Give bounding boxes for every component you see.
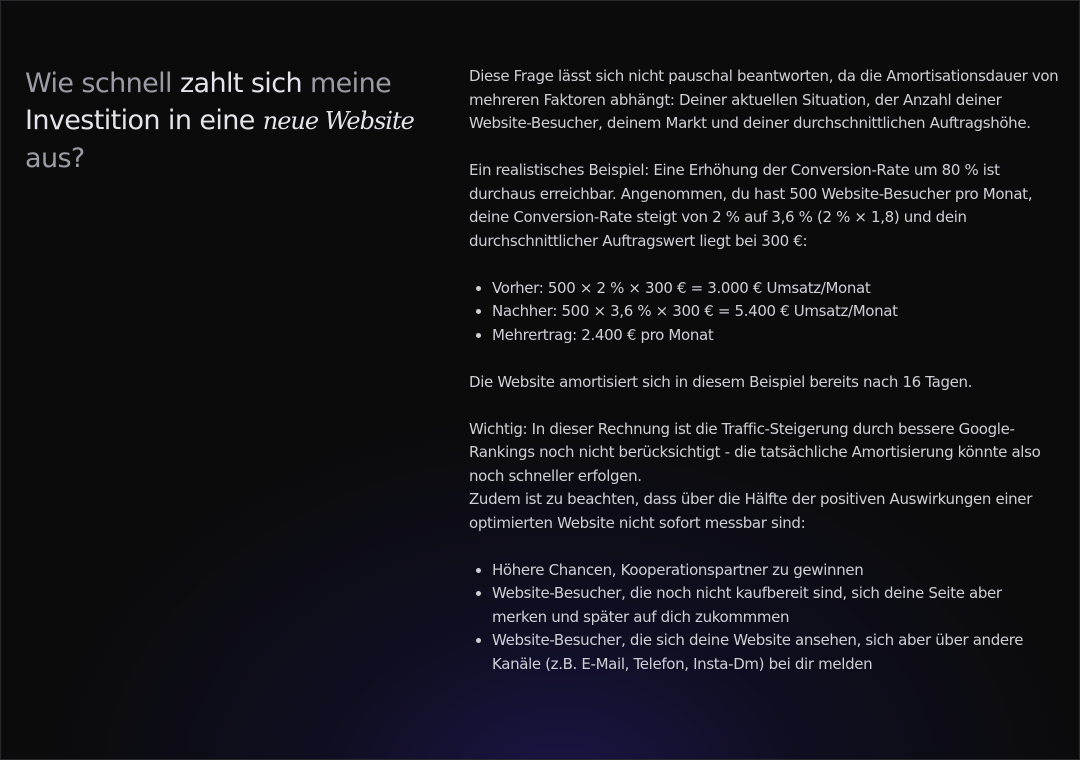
calculation-list <box>469 277 1059 348</box>
heading-part-1: Wie schnell <box>25 68 180 99</box>
heading-highlight-1: zahlt sich <box>179 68 302 99</box>
heading-highlight-2: Investition <box>25 105 160 136</box>
list-item: • Höhere Chancen, Kooperationspartner zu gewinnen <box>492 559 1059 583</box>
answer-example: Ein realistisches Beispiel: Eine Erhöhung der Conversion-Rate um 80 % ist durchaus erreichbar. Angenommen, du hast 500 Website-Besucher pro Monat, deine Conversion-Rate steigt von 2 % auf 3,6 % (2 % × 1,8) und dein durchschnittlicher Auftragswert liegt bei 300 €: <box>469 161 1033 250</box>
list-item: • Vorher: 500 × 2 % × 300 € = 3.000 € Umsatz/Monat <box>492 277 1059 301</box>
list-item: • Nachher: 500 × 3,6 % × 300 € = 5.400 € Umsatz/Monat <box>492 300 1059 324</box>
answer-amortization: Die Website amortisiert sich in diesem Beispiel bereits nach 16 Tagen. <box>469 372 973 391</box>
faq-answer <box>469 65 1059 700</box>
heading-part-6: aus? <box>25 143 85 174</box>
list-item: • Website-Besucher, die noch nicht kaufbereit sind, sich deine Seite aber merken und später auf dich zukommmen <box>492 582 1059 629</box>
list-item: • Website-Besucher, die sich deine Website ansehen, sich aber über andere Kanäle (z.B. E-Mail, Telefon, Insta-Dm) bei dir melden <box>492 629 1059 676</box>
answer-important: Wichtig: In dieser Rechnung ist die Traffic-Steigerung durch bessere Google-Rankings noch nicht berücksichtigt - die tatsächliche Amortisierung könnte also noch schneller erfolgen. <box>469 419 1041 485</box>
list-item: • Mehrertrag: 2.400 € pro Monat <box>492 324 1059 348</box>
faq-question-heading <box>25 65 455 177</box>
answer-intro: Diese Frage lässt sich nicht pauschal beantworten, da die Amortisationsdauer von mehreren Faktoren abhängt: Deiner aktuellen Situation, der Anzahl deiner Website-Besucher, deinem Markt und deiner durchschnittlichen Auftragshöhe. <box>469 67 1059 132</box>
benefit-list <box>469 559 1059 677</box>
heading-part-5: in eine <box>159 105 263 136</box>
heading-part-3: meine <box>301 68 392 99</box>
answer-additionally: Zudem ist zu beachten, dass über die Hälfte der positiven Auswirkungen einer optimierten Website nicht sofort messbar sind: <box>469 490 1033 532</box>
heading-script-accent: neue Website <box>262 107 414 135</box>
